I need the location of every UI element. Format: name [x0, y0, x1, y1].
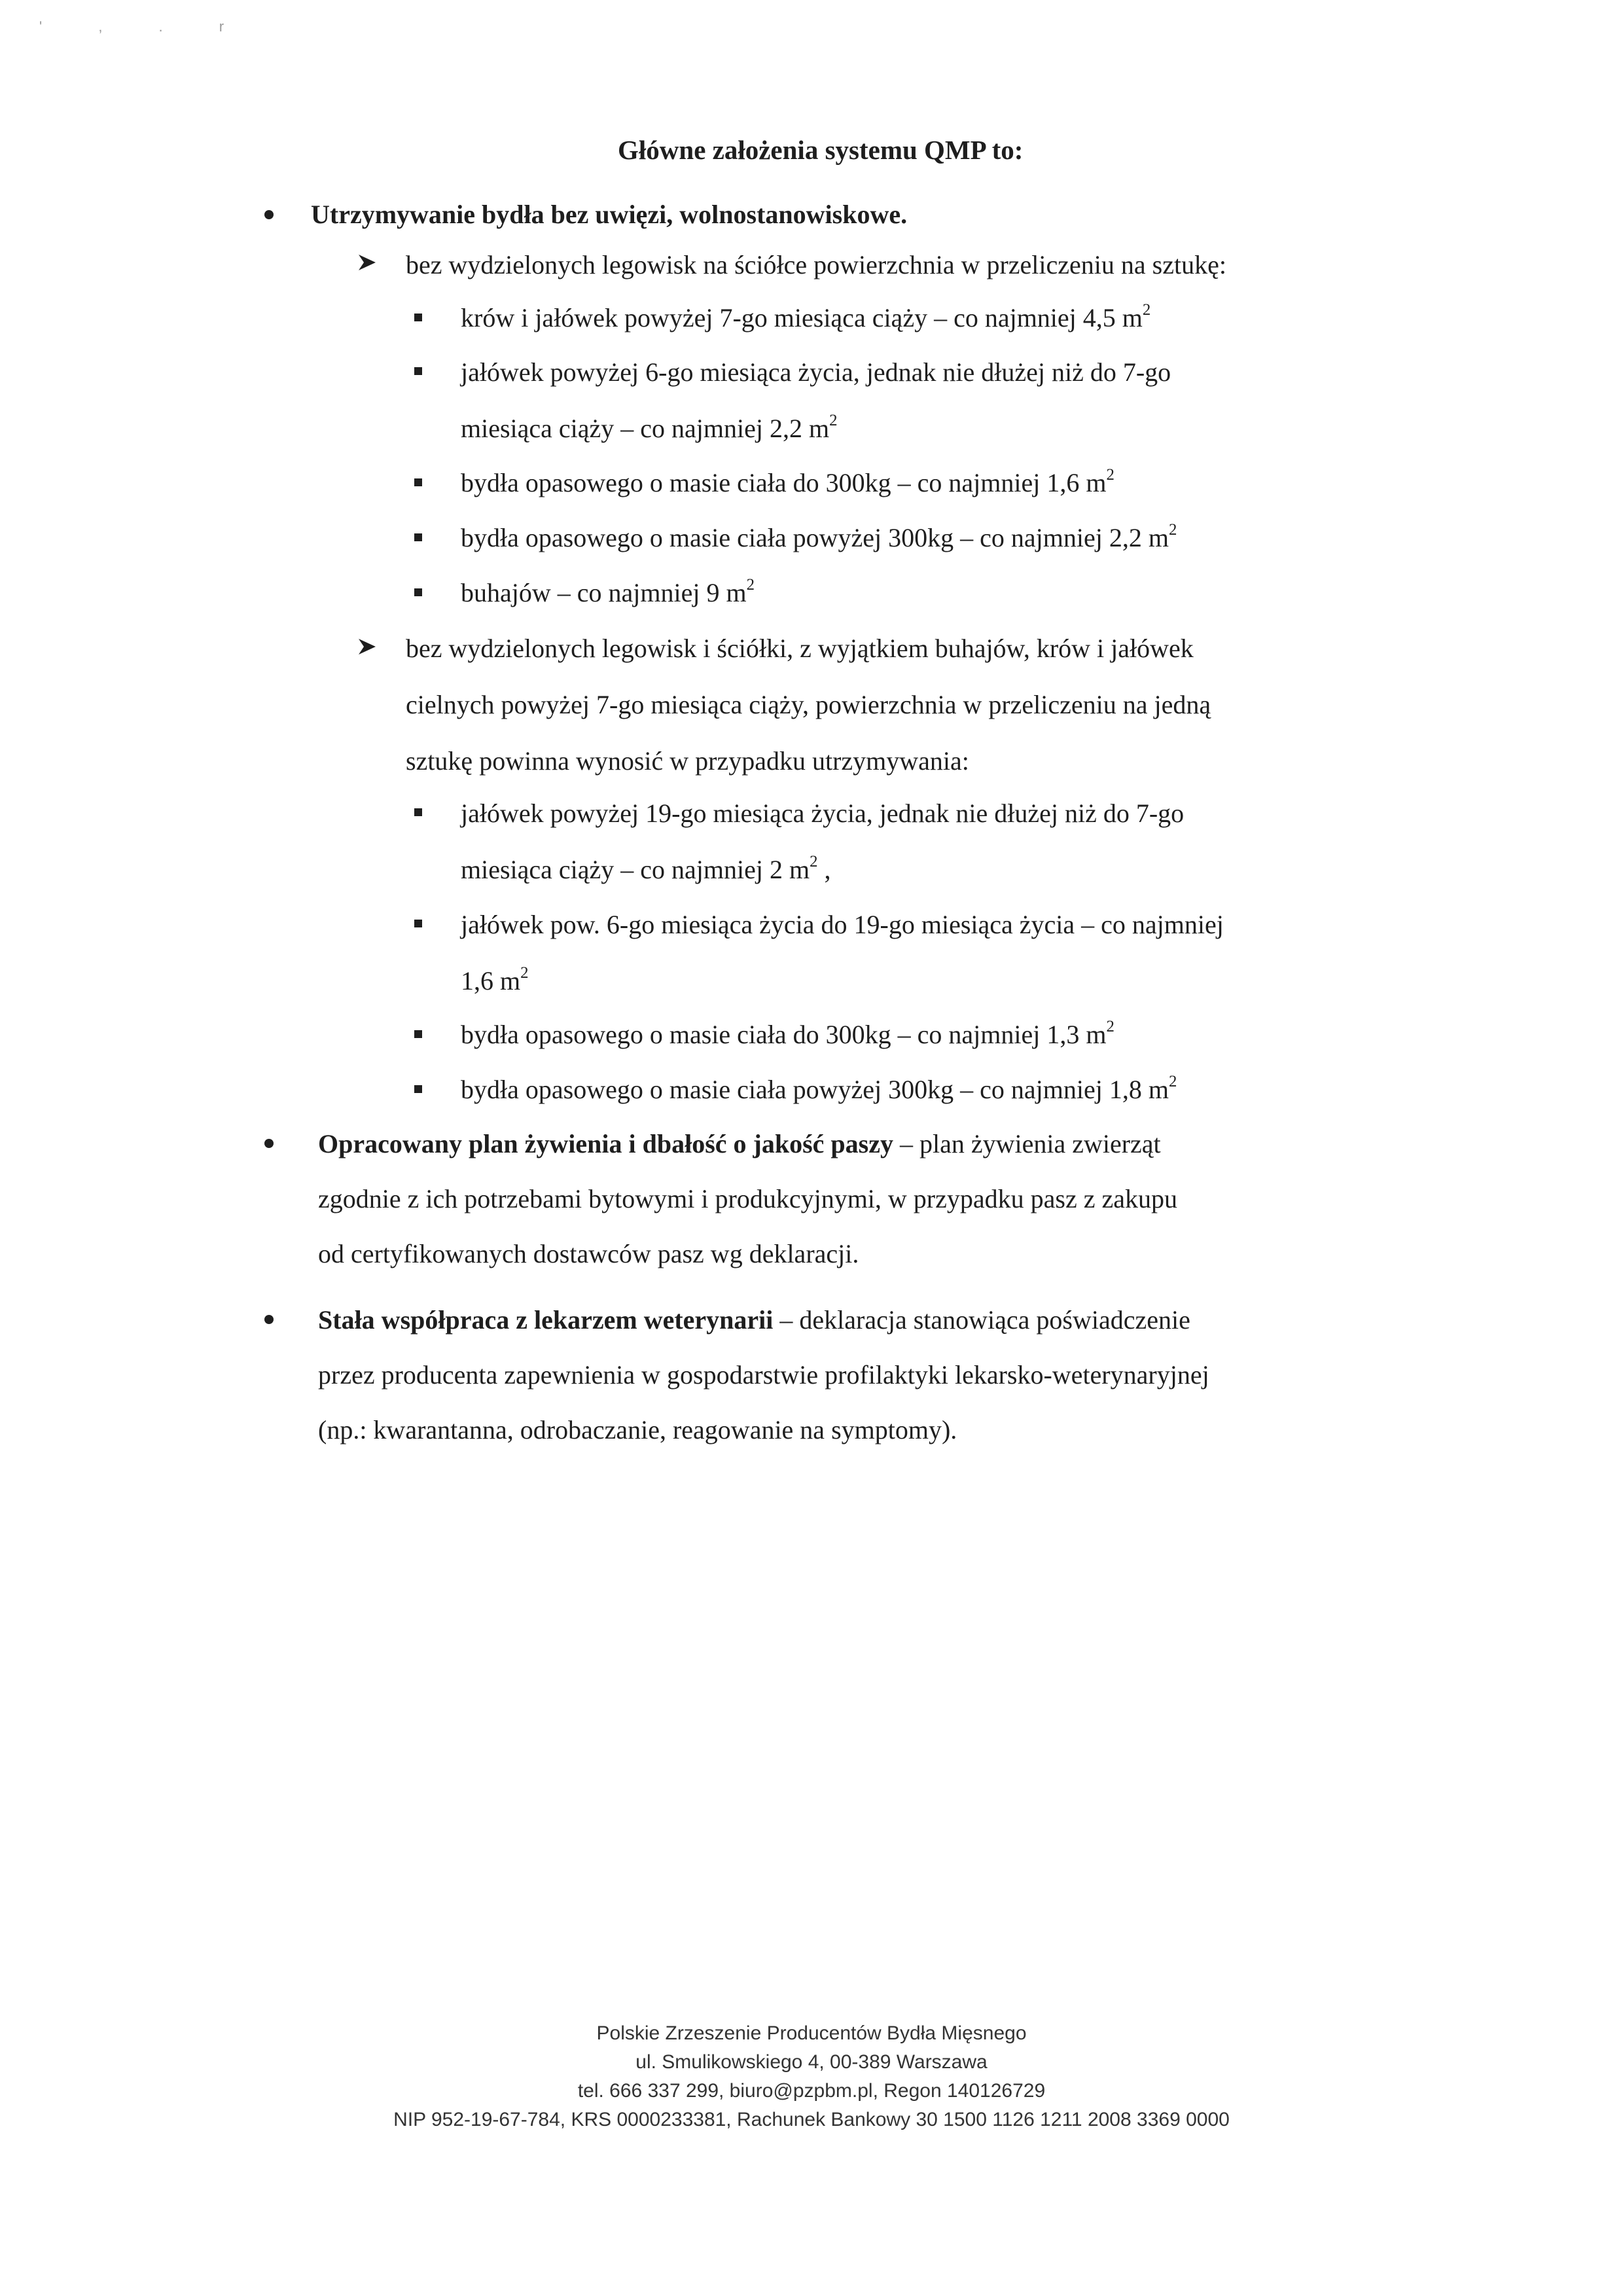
scan-marks: ' , . r: [39, 18, 251, 35]
list-item: bydła opasowego o masie ciała do 300kg – co najmniej 1,3 $m^2$: [461, 1017, 1115, 1049]
square-bullet-icon: [414, 367, 422, 375]
footer-registration: NIP 952-19-67-784, KRS 0000233381, Rachunek Bankowy 30 1500 1126 1211 2008 3369 0000: [393, 2109, 1230, 2130]
section2-line2: zgodnie z ich potrzebami bytowymi i produkcyjnymi, w przypadku pasz z zakupu: [318, 1184, 1177, 1213]
list-item-continuation: miesiąca ciąży – co najmniej 2 $m^2$ ,: [461, 852, 831, 884]
list-item-continuation: miesiąca ciąży – co najmniej 2,2 $m^2$: [461, 411, 838, 443]
list-item: bydła opasowego o masie ciała powyżej 300kg – co najmniej 2,2 $m^2$: [461, 520, 1177, 552]
square-bullet-icon: [414, 314, 422, 321]
bullet-icon: [264, 1315, 274, 1324]
section2-line1: Opracowany plan żywienia i dbałość o jakość paszy – plan żywienia zwierząt: [318, 1129, 1161, 1158]
section3-line1: Stała współpraca z lekarzem weterynarii – deklaracja stanowiąca poświadczenie: [318, 1305, 1190, 1335]
bullet-icon: [264, 1139, 274, 1148]
list-item: bydła opasowego o masie ciała powyżej 300kg – co najmniej 1,8 $m^2$: [461, 1072, 1177, 1104]
section3-line3: (np.: kwarantanna, odrobaczanie, reagowanie na symptomy).: [318, 1415, 957, 1444]
list-item: jałówek powyżej 19-go miesiąca życia, jednak nie dłużej niż do 7-go: [461, 798, 1185, 828]
square-bullet-icon: [414, 533, 422, 541]
letterhead-footer: [327, 2019, 1296, 2134]
list-item: buhajów – co najmniej 9 $m^2$: [461, 575, 755, 607]
list-item: jałówek powyżej 6-go miesiąca życia, jednak nie dłużej niż do 7-go: [461, 357, 1171, 387]
square-bullet-icon: [414, 920, 422, 927]
section1-heading: Utrzymywanie bydła bez uwięzi, wolnostanowiskowe.: [311, 200, 908, 229]
square-bullet-icon: [414, 1085, 422, 1093]
bullet-icon: [264, 210, 274, 219]
arrow-icon: [357, 253, 377, 272]
square-bullet-icon: [414, 588, 422, 596]
section1-sub2-line1: bez wydzielonych legowisk i ściółki, z wyjątkiem buhajów, krów i jałówek: [406, 634, 1194, 663]
section1-sub2-line3: sztukę powinna wynosić w przypadku utrzymywania:: [406, 746, 969, 776]
list-item: jałówek pow. 6-go miesiąca życia do 19-go miesiąca życia – co najmniej: [461, 910, 1224, 939]
arrow-icon: [357, 637, 377, 656]
page-title: Główne założenia systemu QMP to:: [618, 135, 1024, 165]
footer-address: ul. Smulikowskiego 4, 00-389 Warszawa: [635, 2051, 988, 2073]
footer-contact: tel. 666 337 299, biuro@pzpbm.pl, Regon 140126729: [577, 2080, 1046, 2102]
section3-line2: przez producenta zapewnienia w gospodarstwie profilaktyki lekarsko-weterynaryjnej: [318, 1360, 1209, 1390]
section2-line3: od certyfikowanych dostawców pasz wg deklaracji.: [318, 1239, 859, 1268]
list-item-continuation: 1,6 $m^2$: [461, 963, 529, 996]
list-item: bydła opasowego o masie ciała do 300kg – co najmniej 1,6 $m^2$: [461, 465, 1115, 497]
section1-sub2-line2: cielnych powyżej 7-go miesiąca ciąży, powierzchnia w przeliczeniu na jedną: [406, 690, 1211, 719]
list-item: krów i jałówek powyżej 7-go miesiąca ciąży – co najmniej 4,5 $m^2$: [461, 300, 1151, 332]
footer-org-name: Polskie Zrzeszenie Producentów Bydła Mięsnego: [596, 2022, 1027, 2044]
square-bullet-icon: [414, 478, 422, 486]
section1-sub1: bez wydzielonych legowisk na ściółce powierzchnia w przeliczeniu na sztukę:: [406, 250, 1226, 279]
square-bullet-icon: [414, 808, 422, 816]
square-bullet-icon: [414, 1030, 422, 1038]
